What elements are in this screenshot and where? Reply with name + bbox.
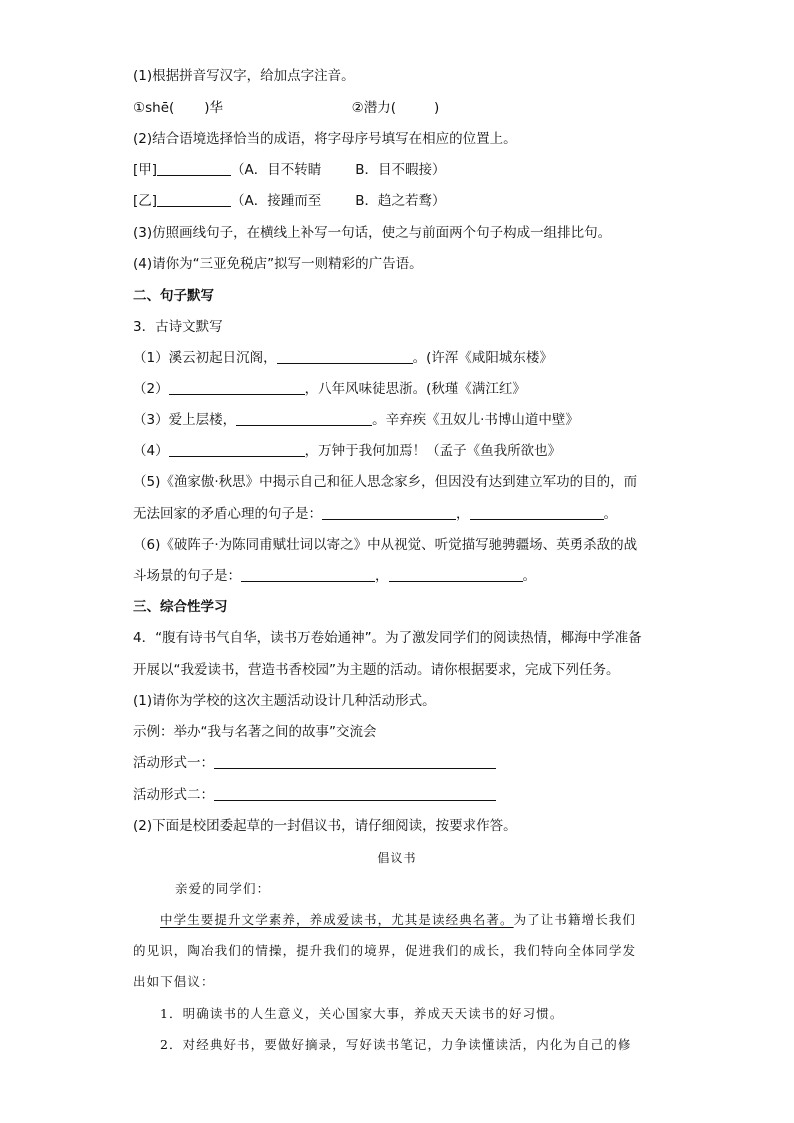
- activity-form-1-blank[interactable]: [214, 754, 496, 769]
- letter-paragraph-1-line-1: [160, 911, 636, 929]
- poem-blank-6a[interactable]: [241, 567, 375, 582]
- q4-subtask-1: (1)请你为学校的这次主题活动设计几种活动形式。: [133, 693, 436, 709]
- annotation-item-tail: ): [434, 100, 440, 116]
- yi-blank[interactable]: [157, 192, 231, 207]
- yi-option-b: B．趋之若鹜）: [355, 193, 446, 209]
- q2-part1-items: [133, 99, 439, 117]
- q2-part4: (4)请你为“三亚免税店”拟写一则精彩的广告语。: [133, 256, 423, 272]
- section-title-comprehensive-learning: 三、综合性学习: [133, 599, 228, 615]
- poem-line-3: [133, 411, 579, 429]
- q2-part2: (2)结合语境选择恰当的成语，将字母序号填写在相应的位置上。: [133, 131, 517, 147]
- jia-option-a: （A．目不转睛: [231, 162, 322, 178]
- letter-item-2: 2．对经典好书，要做好摘录，写好读书笔记，力争读懂读活，内化为自己的修: [160, 1037, 632, 1052]
- poem-blank-5a[interactable]: [322, 505, 456, 520]
- q2-part1: (1)根据拼音写汉字，给加点字注音。: [133, 68, 355, 84]
- q4-example: 示例：举办“我与名著之间的故事”交流会: [133, 724, 377, 740]
- letter-item-1: 1．明确读书的人生意义，关心国家大事，养成天天读书的好习惯。: [160, 1006, 564, 1021]
- poem-line-5-answer: [133, 505, 617, 523]
- poem-line-2: [133, 380, 526, 398]
- poem-blank-3[interactable]: [236, 411, 372, 426]
- poem-line-4-source: ，万钟于我何加焉！（孟子《鱼我所欲也》: [304, 443, 562, 459]
- jia-label: [甲]: [133, 162, 158, 178]
- q4-intro-1: 4．“腹有诗书气自华，读书万卷始通神”。为了激发同学们的阅读热情，椰海中学准备: [133, 630, 642, 646]
- q4-subtask-2: (2)下面是校团委起草的一封倡议书，请仔细阅读，按要求作答。: [133, 818, 517, 834]
- poem-blank-4[interactable]: [169, 442, 305, 457]
- activity-form-1: [133, 754, 496, 772]
- poem-line-1: [133, 349, 553, 367]
- pinyin-item-tail: )华: [204, 100, 224, 116]
- letter-paragraph-1-line-2: 的见识，陶冶我们的情操，提升我们的境界，促进我们的成长，我们特向全体同学发: [133, 943, 637, 958]
- poem-line-6-answer: [133, 567, 536, 585]
- poem-line-5-lead: 无法回家的矛盾心理的句子是：: [133, 506, 322, 522]
- letter-paragraph-1-line-3: 出如下倡议：: [133, 974, 215, 989]
- q3-title: 3．古诗文默写: [133, 319, 223, 335]
- activity-form-2-label: 活动形式二：: [133, 787, 214, 803]
- poem-line-2-start: （2）: [133, 381, 169, 397]
- comma: ，: [456, 506, 470, 522]
- poem-blank-5b[interactable]: [470, 505, 604, 520]
- poem-line-5-prompt: （5)《渔家傲·秋思》中揭示自己和征人思念家乡，但因没有达到建立军功的目的，而: [133, 474, 638, 490]
- q4-intro-2: 开展以“我爱读书，营造书香校园”为主题的活动。请你根据要求，完成下列任务。: [133, 662, 620, 678]
- period: 。: [603, 506, 617, 522]
- poem-line-6-lead: 斗场景的句子是：: [133, 568, 241, 584]
- yi-label: [乙]: [133, 193, 158, 209]
- q2-part3: (3)仿照画线句子，在横线上补写一句话，使之与前面两个句子构成一组排比句。: [133, 225, 612, 241]
- letter-paragraph-1-continued: 为了让书籍增长我们: [513, 912, 637, 927]
- poem-line-1-start: （1）溪云初起日沉阁，: [133, 350, 277, 366]
- poem-line-3-source: 。辛弃疾《丑奴儿·书博山道中壁》: [372, 412, 579, 428]
- underlined-sentence: 中学生要提升文学素养，养成爱读书，尤其是读经典名著。: [160, 912, 514, 927]
- poem-line-2-source: ，八年风味徒思浙。(秋瑾《满江红》: [304, 381, 526, 397]
- pinyin-item-label: ①shē(: [133, 100, 175, 116]
- yi-row: [133, 192, 446, 210]
- letter-title: 倡议书: [377, 851, 417, 865]
- poem-blank-1[interactable]: [277, 349, 413, 364]
- section-title-sentence-recitation: 二、句子默写: [133, 288, 214, 304]
- period: 。: [522, 568, 536, 584]
- activity-form-2: [133, 786, 496, 804]
- poem-line-4: [133, 442, 561, 460]
- jia-blank[interactable]: [157, 161, 231, 176]
- jia-row: [133, 161, 446, 179]
- letter-greeting: 亲爱的同学们：: [175, 881, 271, 896]
- comma: ，: [375, 568, 389, 584]
- jia-option-b: B．目不暇接）: [355, 162, 446, 178]
- annotation-item-label: ②潜力(: [351, 100, 397, 116]
- poem-line-6-prompt: （6)《破阵子·为陈同甫赋壮词以寄之》中从视觉、听觉描写驰骋疆场、英勇杀敌的战: [133, 537, 638, 553]
- activity-form-2-blank[interactable]: [214, 786, 496, 801]
- poem-blank-2[interactable]: [169, 380, 305, 395]
- poem-line-3-start: （3）爱上层楼，: [133, 412, 237, 428]
- poem-line-1-source: 。(许浑《咸阳城东楼》: [412, 350, 553, 366]
- poem-line-4-start: （4）: [133, 443, 169, 459]
- yi-option-a: （A．接踵而至: [231, 193, 322, 209]
- activity-form-1-label: 活动形式一：: [133, 755, 214, 771]
- poem-blank-6b[interactable]: [389, 567, 523, 582]
